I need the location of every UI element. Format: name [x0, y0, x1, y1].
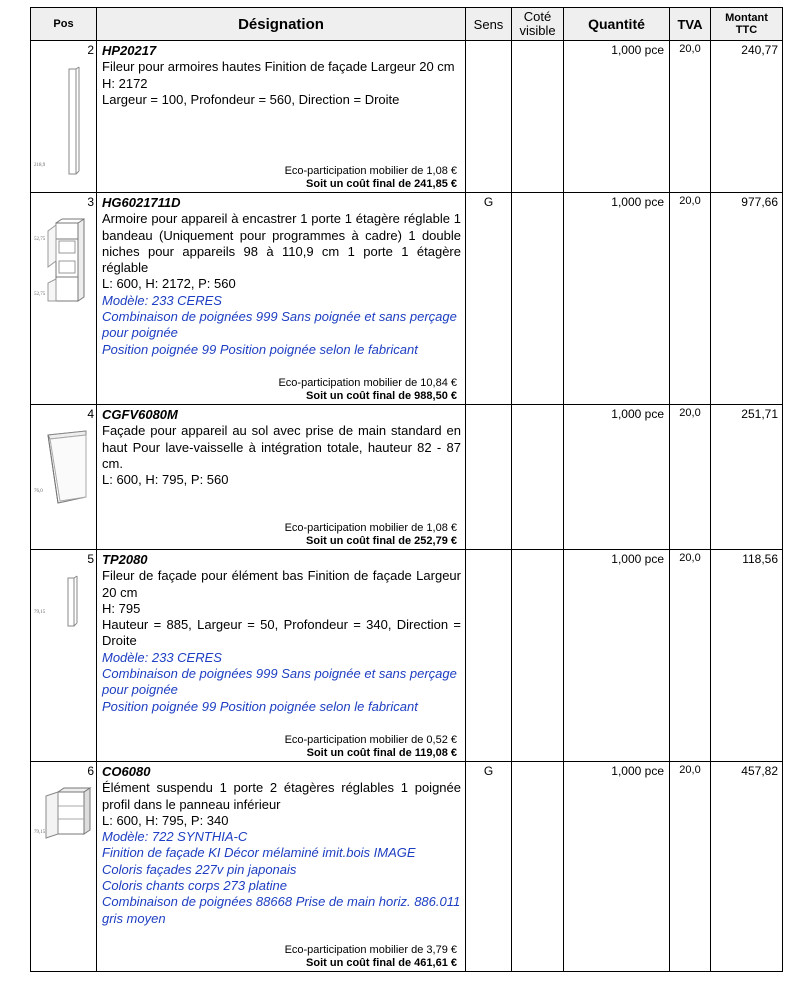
tva-cell: 20,0 [670, 41, 711, 193]
eco-amount: Eco-participation mobilier de 1,08 € [284, 522, 457, 534]
description-line: Fileur de façade pour élément bas Finition de façade Largeur 20 cm [102, 568, 461, 600]
header-cote-visible [512, 8, 564, 41]
position-number: 6 [87, 764, 94, 778]
description-line: L: 600, H: 795, P: 340 [102, 812, 229, 828]
header-quantite: Quantité [564, 8, 670, 41]
header-montant-line2: TTC [735, 24, 758, 36]
dimension-label: 218,9 [34, 163, 46, 168]
article-code: CO6080 [102, 764, 151, 779]
amount-ttc-cell: 118,56 [711, 550, 783, 762]
header-cote-line1: Coté [523, 9, 552, 24]
cote-visible-cell [512, 41, 564, 193]
cote-visible-cell [512, 405, 564, 550]
eco-amount: Eco-participation mobilier de 1,08 € [284, 165, 457, 177]
tva-cell: 20,0 [670, 550, 711, 762]
dishwasher-front-icon [34, 429, 92, 509]
description-line: Fileur pour armoires hautes Finition de façade Largeur 20 cm [102, 59, 455, 75]
quantity-cell: 1,000 pce [564, 762, 670, 972]
designation-cell [97, 193, 466, 405]
header-montant-ttc [711, 8, 783, 41]
pos-cell [31, 550, 97, 762]
table-row [31, 762, 783, 972]
option-line: Coloris façades 227v pin japonais [102, 861, 297, 877]
sens-cell [466, 405, 512, 550]
option-line: Modèle: 233 CERES [102, 649, 222, 665]
cote-visible-cell [512, 762, 564, 972]
dimension-label: 76,0 [34, 489, 43, 494]
article-code: HG6021711D [102, 195, 181, 210]
base-filler-panel-icon [34, 574, 92, 634]
eco-participation [285, 165, 457, 191]
pos-cell [31, 193, 97, 405]
option-line: Modèle: 233 CERES [102, 292, 222, 308]
quantity-cell: 1,000 pce [564, 193, 670, 405]
description-line: H: 795 [102, 600, 141, 616]
table-row [31, 550, 783, 762]
sens-cell: G [466, 762, 512, 972]
table-row [31, 41, 783, 193]
final-cost: Soit un coût final de 461,61 € [306, 957, 457, 969]
tall-filler-panel-icon [34, 65, 92, 185]
table-row [31, 405, 783, 550]
eco-amount: Eco-participation mobilier de 0,52 € [284, 734, 457, 746]
designation-cell [97, 405, 466, 550]
designation-cell [97, 41, 466, 193]
final-cost: Soit un coût final de 252,79 € [306, 535, 457, 547]
final-cost: Soit un coût final de 119,08 € [306, 747, 457, 759]
header-pos: Pos [31, 8, 97, 41]
description-line: Hauteur = 885, Largeur = 50, Profondeur = 340, Direction = Droite [102, 617, 461, 649]
quote-sheet [30, 7, 782, 972]
eco-participation [285, 522, 457, 548]
description-line: Armoire pour appareil à encastrer 1 porte 1 étagère réglable 1 bandeau (Uniquement pour programmes à cadre) 1 double niches pour appareils 98 à 110,9 cm 1 porte 1 étagère réglable [102, 211, 461, 276]
position-number: 5 [87, 552, 94, 566]
position-number: 3 [87, 195, 94, 209]
quantity-cell: 1,000 pce [564, 41, 670, 193]
cote-visible-cell [512, 550, 564, 762]
position-number: 4 [87, 407, 94, 421]
amount-ttc-cell: 240,77 [711, 41, 783, 193]
option-line: Coloris chants corps 273 platine [102, 878, 287, 894]
amount-ttc-cell: 977,66 [711, 193, 783, 405]
option-line: Modèle: 722 SYNTHIA-C [102, 829, 248, 845]
pos-cell [31, 405, 97, 550]
article-code: TP2080 [102, 552, 148, 567]
header-montant-line1: Montant [725, 12, 768, 24]
eco-amount: Eco-participation mobilier de 10,84 € [278, 377, 457, 389]
designation-cell [97, 762, 466, 972]
tva-cell: 20,0 [670, 762, 711, 972]
description-line: Façade pour appareil au sol avec prise de main standard en haut Pour lave-vaisselle à intégration totale, hauteur 82 - 87 cm. [102, 423, 461, 471]
pos-cell [31, 41, 97, 193]
amount-ttc-cell: 457,82 [711, 762, 783, 972]
dimension-label: 52,75 [34, 237, 46, 242]
option-line: Position poignée 99 Position poignée selon le fabricant [102, 341, 418, 357]
sens-cell: G [466, 193, 512, 405]
description-line: L: 600, H: 2172, P: 560 [102, 276, 236, 292]
option-line: Position poignée 99 Position poignée selon le fabricant [102, 698, 418, 714]
final-cost: Soit un coût final de 988,50 € [306, 390, 457, 402]
sens-cell [466, 41, 512, 193]
designation-cell [97, 550, 466, 762]
position-number: 2 [87, 43, 94, 57]
option-line: Combinaison de poignées 88668 Prise de main horiz. 886.011 gris moyen [102, 894, 461, 926]
quantity-cell: 1,000 pce [564, 405, 670, 550]
cote-visible-cell [512, 193, 564, 405]
amount-ttc-cell: 251,71 [711, 405, 783, 550]
quote-table [30, 7, 783, 972]
header-sens: Sens [466, 8, 512, 41]
description-line: L: 600, H: 795, P: 560 [102, 472, 229, 488]
final-cost: Soit un coût final de 241,85 € [306, 178, 457, 190]
dimension-label: 52,75 [34, 292, 46, 297]
table-row [31, 193, 783, 405]
option-line: Combinaison de poignées 999 Sans poignée et sans perçage pour poignée [102, 666, 457, 698]
dimension-label: 79,15 [34, 830, 46, 835]
tva-cell: 20,0 [670, 193, 711, 405]
quantity-cell: 1,000 pce [564, 550, 670, 762]
sens-cell [466, 550, 512, 762]
header-designation: Désignation [97, 8, 466, 41]
appliance-tall-cabinet-icon [34, 217, 92, 307]
option-line: Combinaison de poignées 999 Sans poignée et sans perçage pour poignée [102, 309, 457, 341]
option-line: Finition de façade KI Décor mélaminé imit.bois IMAGE [102, 845, 416, 861]
description-line: H: 2172 [102, 75, 148, 91]
description-line: Élément suspendu 1 porte 2 étagères réglables 1 poignée profil dans le panneau inférieur [102, 780, 461, 812]
eco-participation [285, 944, 457, 970]
table-header-row [31, 8, 783, 41]
article-code: HP20217 [102, 43, 157, 58]
wall-cabinet-icon [34, 786, 92, 846]
pos-cell [31, 762, 97, 972]
description-line: Largeur = 100, Profondeur = 560, Direction = Droite [102, 91, 400, 107]
eco-amount: Eco-participation mobilier de 3,79 € [284, 944, 457, 956]
dimension-label: 79,15 [34, 610, 46, 615]
eco-participation [285, 734, 457, 760]
tva-cell: 20,0 [670, 405, 711, 550]
header-cote-line2: visible [519, 23, 556, 38]
eco-participation [278, 377, 457, 403]
header-tva: TVA [670, 8, 711, 41]
article-code: CGFV6080M [102, 407, 178, 422]
